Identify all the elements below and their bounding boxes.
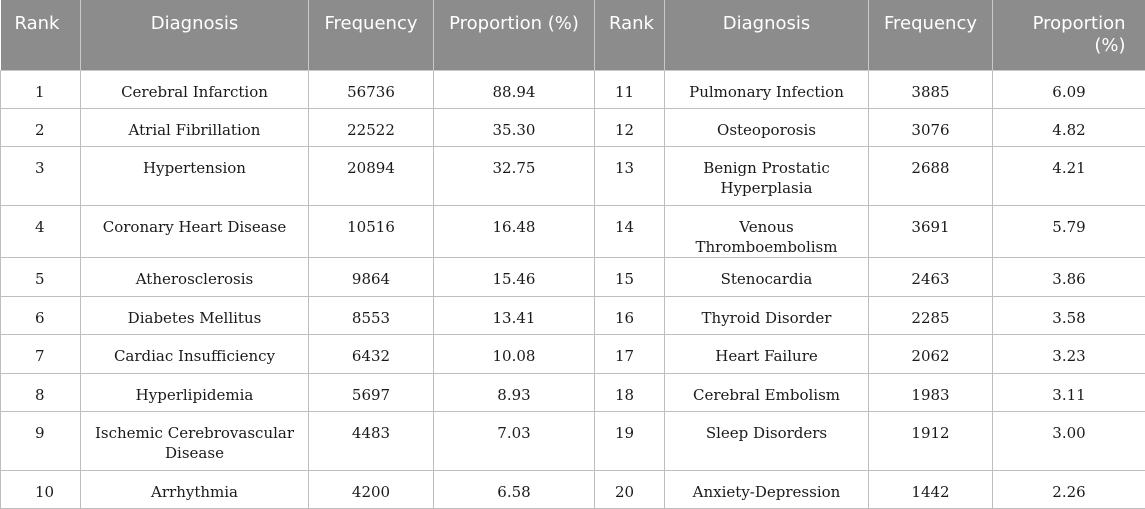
frequency-cell: 3885 bbox=[869, 70, 993, 108]
proportion-cell: 35.30 bbox=[434, 108, 595, 146]
rank-cell: 10 bbox=[1, 470, 81, 508]
frequency-cell: 2463 bbox=[869, 257, 993, 296]
diagnosis-cell: Atherosclerosis bbox=[81, 257, 309, 296]
frequency-cell: 2062 bbox=[869, 334, 993, 373]
table-row bbox=[1, 70, 1145, 108]
proportion-cell: 3.58 bbox=[993, 296, 1145, 334]
diagnosis-cell: Pulmonary Infection bbox=[665, 70, 869, 108]
diagnosis-cell: Sleep Disorders bbox=[665, 411, 869, 470]
header-proportion: Proportion (%) bbox=[434, 0, 595, 70]
rank-cell: 1 bbox=[1, 70, 81, 108]
frequency-cell: 56736 bbox=[309, 70, 434, 108]
diagnosis-cell: Anxiety-Depression bbox=[665, 470, 869, 508]
diagnosis-cell: Heart Failure bbox=[665, 334, 869, 373]
rank-cell: 14 bbox=[595, 205, 665, 257]
diagnosis-cell: Diabetes Mellitus bbox=[81, 296, 309, 334]
table-row bbox=[1, 373, 1145, 411]
frequency-cell: 4483 bbox=[309, 411, 434, 470]
frequency-cell: 1912 bbox=[869, 411, 993, 470]
proportion-cell: 88.94 bbox=[434, 70, 595, 108]
proportion-cell: 2.26 bbox=[993, 470, 1145, 508]
proportion-cell: 7.03 bbox=[434, 411, 595, 470]
diagnosis-cell: Thyroid Disorder bbox=[665, 296, 869, 334]
diagnosis-cell: Hypertension bbox=[81, 146, 309, 205]
header-rank-right: Rank bbox=[595, 0, 665, 70]
frequency-cell: 1983 bbox=[869, 373, 993, 411]
header-diagnosis: Diagnosis bbox=[81, 0, 309, 70]
table-row bbox=[1, 146, 1145, 205]
proportion-cell: 10.08 bbox=[434, 334, 595, 373]
diagnosis-cell: Cerebral Embolism bbox=[665, 373, 869, 411]
frequency-cell: 6432 bbox=[309, 334, 434, 373]
frequency-cell: 1442 bbox=[869, 470, 993, 508]
diagnosis-cell: Stenocardia bbox=[665, 257, 869, 296]
frequency-cell: 2285 bbox=[869, 296, 993, 334]
proportion-cell: 3.23 bbox=[993, 334, 1145, 373]
proportion-cell: 3.11 bbox=[993, 373, 1145, 411]
frequency-cell: 3076 bbox=[869, 108, 993, 146]
frequency-cell: 9864 bbox=[309, 257, 434, 296]
rank-cell: 19 bbox=[595, 411, 665, 470]
rank-cell: 16 bbox=[595, 296, 665, 334]
rank-cell: 17 bbox=[595, 334, 665, 373]
proportion-cell: 3.00 bbox=[993, 411, 1145, 470]
table-row bbox=[1, 108, 1145, 146]
diagnosis-cell: Cardiac Insufficiency bbox=[81, 334, 309, 373]
diagnosis-cell: Benign Prostatic Hyperplasia bbox=[665, 146, 869, 205]
table-row bbox=[1, 470, 1145, 508]
rank-cell: 4 bbox=[1, 205, 81, 257]
diagnosis-cell: Osteoporosis bbox=[665, 108, 869, 146]
header-frequency: Frequency bbox=[309, 0, 434, 70]
frequency-cell: 20894 bbox=[309, 146, 434, 205]
proportion-cell: 6.58 bbox=[434, 470, 595, 508]
rank-cell: 5 bbox=[1, 257, 81, 296]
rank-cell: 18 bbox=[595, 373, 665, 411]
rank-cell: 7 bbox=[1, 334, 81, 373]
proportion-cell: 4.21 bbox=[993, 146, 1145, 205]
header-proportion-right: Proportion (%) bbox=[993, 0, 1145, 70]
diagnosis-cell: Coronary Heart Disease bbox=[81, 205, 309, 257]
rank-cell: 12 bbox=[595, 108, 665, 146]
diagnosis-cell: Arrhythmia bbox=[81, 470, 309, 508]
frequency-cell: 22522 bbox=[309, 108, 434, 146]
table-row bbox=[1, 257, 1145, 296]
diagnosis-cell: Atrial Fibrillation bbox=[81, 108, 309, 146]
rank-cell: 20 bbox=[595, 470, 665, 508]
header-frequency-right: Frequency bbox=[869, 0, 993, 70]
proportion-cell: 6.09 bbox=[993, 70, 1145, 108]
proportion-cell: 32.75 bbox=[434, 146, 595, 205]
header-diagnosis-right: Diagnosis bbox=[665, 0, 869, 70]
header-row bbox=[1, 0, 1145, 70]
rank-cell: 11 bbox=[595, 70, 665, 108]
table-row bbox=[1, 296, 1145, 334]
proportion-cell: 3.86 bbox=[993, 257, 1145, 296]
proportion-cell: 4.82 bbox=[993, 108, 1145, 146]
frequency-cell: 3691 bbox=[869, 205, 993, 257]
frequency-cell: 4200 bbox=[309, 470, 434, 508]
proportion-cell: 16.48 bbox=[434, 205, 595, 257]
proportion-cell: 15.46 bbox=[434, 257, 595, 296]
frequency-cell: 5697 bbox=[309, 373, 434, 411]
diagnosis-cell: Cerebral Infarction bbox=[81, 70, 309, 108]
diagnosis-cell: Ischemic Cerebrovascular Disease bbox=[81, 411, 309, 470]
rank-cell: 13 bbox=[595, 146, 665, 205]
frequency-cell: 2688 bbox=[869, 146, 993, 205]
proportion-cell: 8.93 bbox=[434, 373, 595, 411]
rank-cell: 3 bbox=[1, 146, 81, 205]
table-row bbox=[1, 205, 1145, 257]
rank-cell: 9 bbox=[1, 411, 81, 470]
rank-cell: 8 bbox=[1, 373, 81, 411]
proportion-cell: 13.41 bbox=[434, 296, 595, 334]
diagnosis-cell: Venous Thromboembolism bbox=[665, 205, 869, 257]
table-row bbox=[1, 334, 1145, 373]
diagnosis-cell: Hyperlipidemia bbox=[81, 373, 309, 411]
rank-cell: 15 bbox=[595, 257, 665, 296]
table-row bbox=[1, 411, 1145, 470]
rank-cell: 6 bbox=[1, 296, 81, 334]
frequency-cell: 10516 bbox=[309, 205, 434, 257]
proportion-cell: 5.79 bbox=[993, 205, 1145, 257]
header-rank: Rank bbox=[1, 0, 81, 70]
frequency-cell: 8553 bbox=[309, 296, 434, 334]
rank-cell: 2 bbox=[1, 108, 81, 146]
